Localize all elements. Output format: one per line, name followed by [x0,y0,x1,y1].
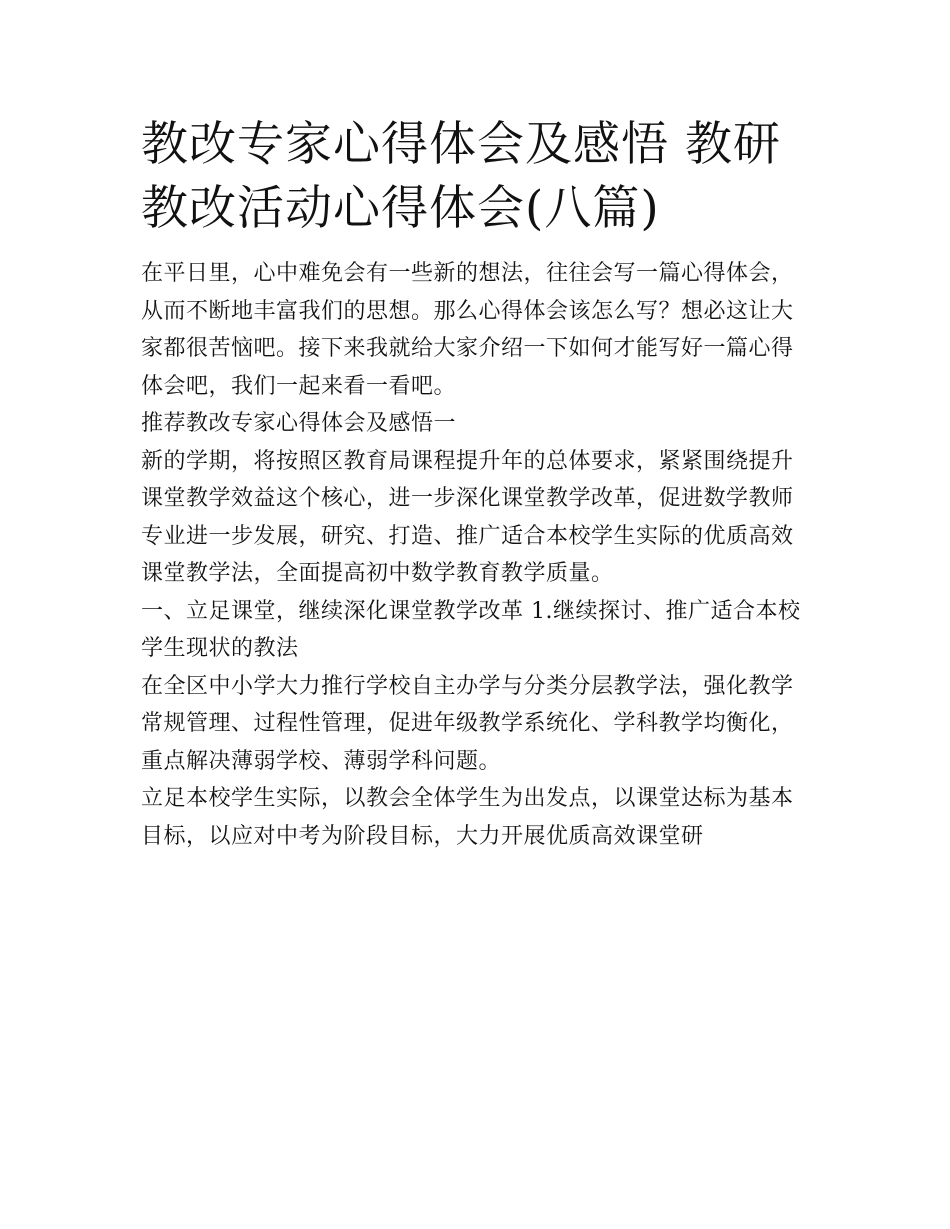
document-title: 教改专家心得体会及感悟 教研教改活动心得体会(八篇) [141,117,781,236]
body-paragraph: 立足本校学生实际，以教会全体学生为出发点，以课堂达标为基本目标，以应对中考为阶段目标，大力开展优质高效课堂研 [141,786,794,849]
document-content [141,113,813,855]
document-body [141,255,813,855]
subsection-heading: 一、立足课堂，继续深化课堂教学改革 1.继续探讨、推广适合本校学生现状的教法 [141,598,801,661]
section-heading: 推荐教改专家心得体会及感悟一 [141,411,457,436]
body-paragraph: 在全区中小学大力推行学校自主办学与分类分层教学法，强化教学常规管理、过程性管理，促进年级教学系统化、学科教学均衡化，重点解决薄弱学校、薄弱学科问题。 [141,673,794,774]
intro-paragraph: 在平日里，心中难免会有一些新的想法，往往会写一篇心得体会，从而不断地丰富我们的思想。那么心得体会该怎么写？想必这让大家都很苦恼吧。接下来我就给大家介绍一下如何才能写好一篇心得体会吧，我们一起来看一看吧。 [141,261,794,399]
body-paragraph: 新的学期，将按照区教育局课程提升年的总体要求，紧紧围绕提升课堂教学效益这个核心，进一步深化课堂教学改革，促进数学教师专业进一步发展，研究、打造、推广适合本校学生实际的优质高效课堂教学法，全面提高初中数学教育教学质量。 [141,448,794,586]
